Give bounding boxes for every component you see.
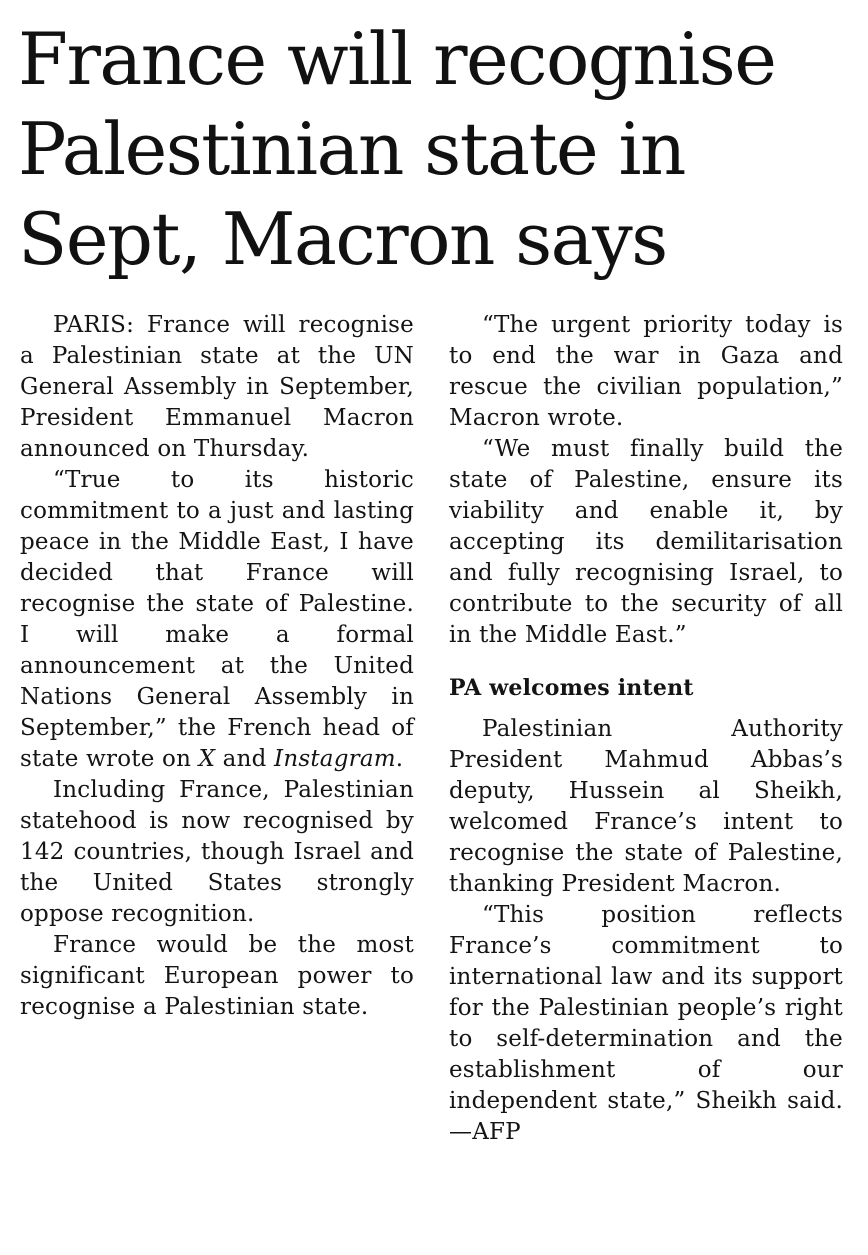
conjunction-text: and bbox=[215, 746, 275, 772]
paragraph-pa-welcome: Palestinian Authority President Mahmud Abbas’s deputy, Hussein al Sheikh, welcomed France’s intent to recognise the state of Palestine, thanking President Macron. bbox=[449, 716, 843, 897]
subheading: PA welcomes intent bbox=[449, 675, 694, 701]
paragraph-recognition-count: Including France, Palestinian statehood is now recognised by 142 countries, though Israel and the United States strongly oppose recognition. bbox=[20, 777, 414, 927]
paragraph-sheikh-quote: “This position reflects France’s commitment to international law and its support for the Palestinian people’s right to self-determination and the establishment of our independent state,” Sheikh said.—AFP bbox=[449, 902, 843, 1145]
sentence-end: . bbox=[395, 746, 404, 772]
headline: France will recognise Palestinian state in Sept, Macron says bbox=[18, 17, 776, 281]
paragraph-urgent-priority: “The urgent priority today is to end the war in Gaza and rescue the civilian population,” Macron wrote. bbox=[449, 312, 843, 431]
paragraph-european-power: France would be the most significant European power to recognise a Palestinian state. bbox=[20, 932, 414, 1020]
quote-text: “True to its historic commitment to a just and lasting peace in the Middle East, I have decided that France will recognise the state of Palestine. I will make a formal announcement at the United Nations General Assembly in September,” the French head of state wrote on bbox=[20, 467, 414, 772]
paragraph-build-state: “We must finally build the state of Palestine, ensure its viability and enable it, by accepting its demilitarisation and fully recognising Israel, to contribute to the security of all in the Middle East.” bbox=[449, 436, 843, 648]
paragraph-macron-quote bbox=[20, 465, 414, 775]
platform-x: X bbox=[198, 746, 216, 772]
right-column bbox=[449, 310, 843, 1148]
left-column bbox=[20, 310, 414, 1023]
paragraph-intro: PARIS: France will recognise a Palestinian state at the UN General Assembly in September, President Emmanuel Macron announced on Thursday. bbox=[20, 312, 414, 462]
platform-instagram: Instagram bbox=[274, 746, 396, 772]
